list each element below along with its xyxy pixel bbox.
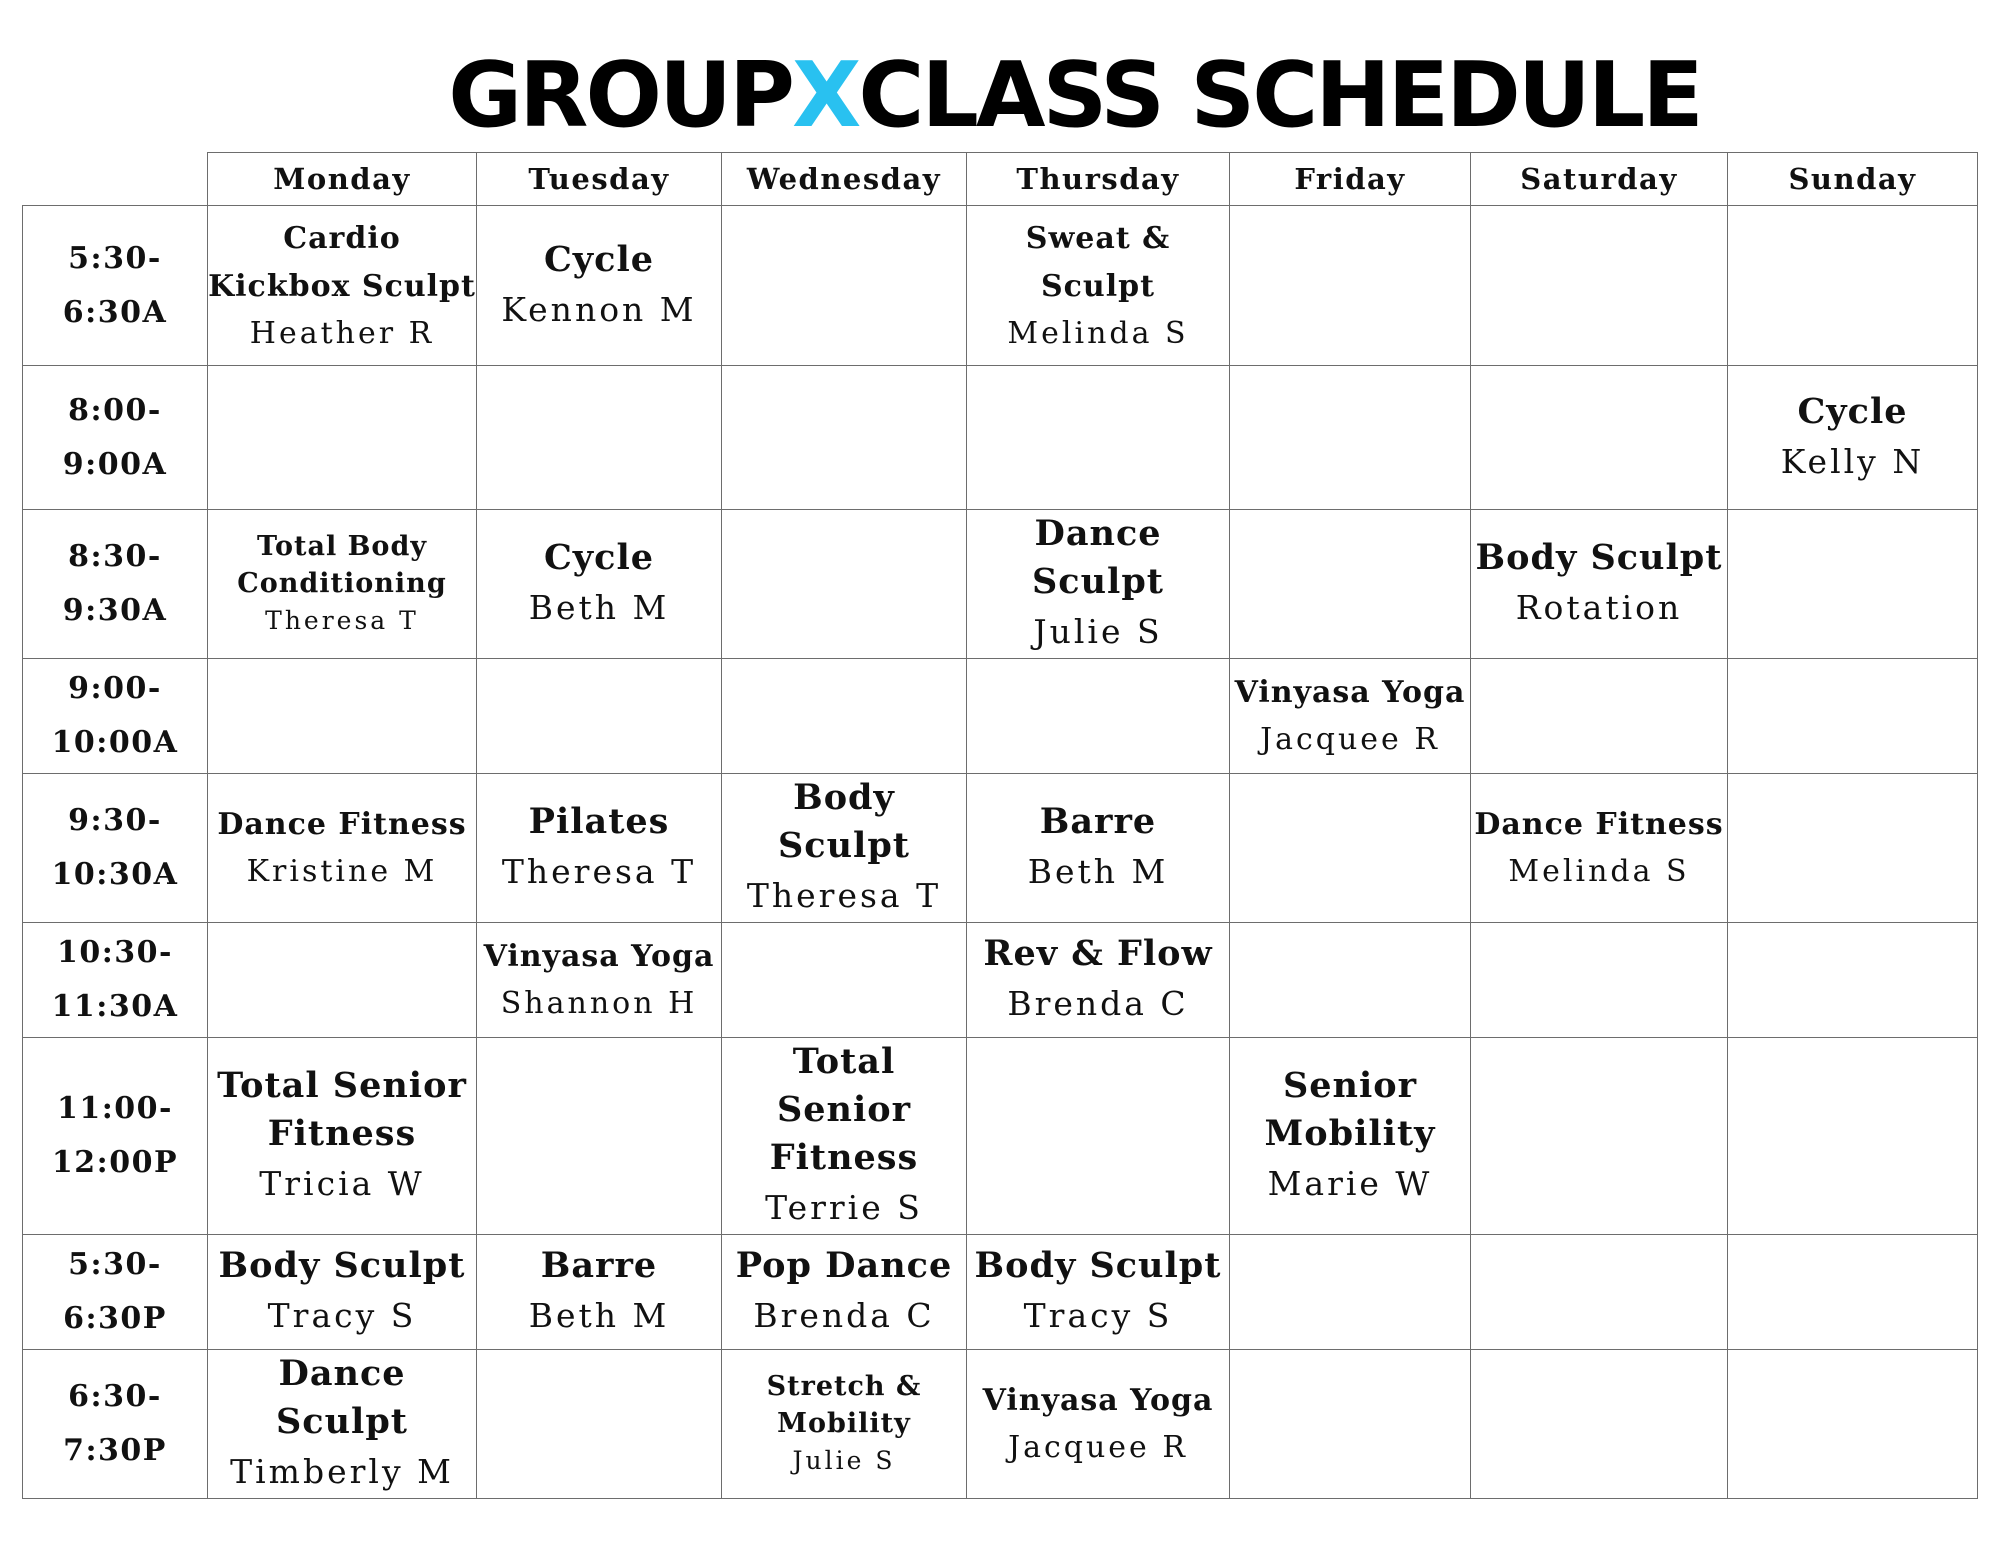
- empty-cell: [1471, 1038, 1728, 1235]
- instructor-name: Tracy S: [1023, 1296, 1173, 1335]
- class-cell: [477, 923, 722, 1038]
- class-name: Total Senior Fitness: [769, 1041, 919, 1178]
- instructor-name: Jacquee R: [1008, 1430, 1188, 1465]
- empty-cell: [1230, 1235, 1471, 1350]
- time-slot-line: 6:30-: [68, 1379, 162, 1414]
- class-cell: [1230, 659, 1471, 774]
- empty-cell: [1728, 1038, 1978, 1235]
- empty-cell: [1728, 923, 1978, 1038]
- schedule-row: [23, 659, 1978, 774]
- instructor-name: Theresa T: [501, 852, 697, 891]
- class-name: Dance Sculpt: [276, 1353, 408, 1442]
- instructor-name: Tricia W: [259, 1164, 425, 1203]
- time-slot: [23, 1350, 208, 1499]
- time-slot-line: 9:00-: [68, 671, 162, 706]
- class-name: Cycle: [543, 537, 655, 578]
- instructor-name: Julie S: [792, 1446, 896, 1475]
- empty-cell: [1728, 1235, 1978, 1350]
- class-cell: [477, 510, 722, 659]
- instructor-name: Beth M: [1027, 852, 1169, 891]
- instructor-name: Melinda S: [1508, 854, 1690, 889]
- empty-cell: [1230, 206, 1471, 366]
- empty-cell: [477, 1038, 722, 1235]
- time-slot-line: 6:30A: [62, 294, 168, 330]
- time-slot-line: 10:00A: [51, 725, 179, 760]
- instructor-name: Melinda S: [1007, 315, 1189, 351]
- class-cell: [1728, 366, 1978, 510]
- empty-cell: [967, 659, 1230, 774]
- instructor-name: Theresa T: [265, 606, 419, 635]
- class-cell: [967, 1235, 1230, 1350]
- class-cell: [722, 1235, 967, 1350]
- instructor-name: Beth M: [528, 588, 670, 627]
- empty-cell: [722, 206, 967, 366]
- empty-cell: [208, 366, 477, 510]
- empty-cell: [1728, 206, 1978, 366]
- day-header-saturday: Saturday: [1471, 153, 1728, 206]
- class-cell: [967, 774, 1230, 923]
- day-header-tuesday: Tuesday: [477, 153, 722, 206]
- class-name: Dance Fitness: [1474, 807, 1724, 842]
- schedule-row: [23, 1038, 1978, 1235]
- class-cell: [1230, 1038, 1471, 1235]
- instructor-name: Julie S: [1033, 612, 1163, 651]
- time-slot-line: 9:30A: [62, 593, 168, 628]
- empty-cell: [1471, 1350, 1728, 1499]
- time-slot-line: 9:00A: [62, 446, 168, 482]
- time-slot-line: 12:00P: [51, 1145, 179, 1180]
- empty-cell: [1728, 659, 1978, 774]
- empty-cell: [1230, 774, 1471, 923]
- class-cell: [967, 510, 1230, 659]
- empty-cell: [722, 659, 967, 774]
- class-cell: [1471, 774, 1728, 923]
- title-accent-x: X: [792, 42, 859, 148]
- empty-cell: [967, 1038, 1230, 1235]
- class-cell: [967, 1350, 1230, 1499]
- class-cell: [477, 206, 722, 366]
- instructor-name: Kennon M: [501, 289, 697, 329]
- empty-cell: [477, 659, 722, 774]
- empty-cell: [477, 1350, 722, 1499]
- instructor-name: Rotation: [1515, 588, 1683, 627]
- class-name: Barre: [540, 1245, 658, 1286]
- corner-cell: [23, 153, 208, 206]
- page-title: [0, 40, 1999, 150]
- class-name: Senior Mobility: [1264, 1065, 1436, 1154]
- empty-cell: [722, 510, 967, 659]
- schedule-row: [23, 510, 1978, 659]
- time-slot-line: 11:00-: [56, 1091, 174, 1126]
- instructor-name: Tracy S: [267, 1296, 417, 1335]
- time-slot-line: 11:30A: [51, 989, 179, 1024]
- time-slot-line: 7:30P: [63, 1433, 167, 1468]
- time-slot: [23, 774, 208, 923]
- day-header-row: [23, 153, 1978, 206]
- instructor-name: Timberly M: [230, 1452, 454, 1491]
- instructor-name: Kelly N: [1780, 441, 1925, 481]
- class-name: Total Body Conditioning: [237, 531, 447, 599]
- time-slot-line: 5:30-: [68, 1247, 162, 1282]
- empty-cell: [967, 366, 1230, 510]
- title-group: GROUP: [448, 42, 793, 148]
- time-slot-line: 8:30-: [68, 539, 162, 574]
- empty-cell: [1471, 366, 1728, 510]
- instructor-name: Brenda C: [753, 1296, 935, 1335]
- day-header-monday: Monday: [208, 153, 477, 206]
- day-header-friday: Friday: [1230, 153, 1471, 206]
- time-slot-line: 9:30-: [68, 803, 162, 838]
- class-cell: [1471, 510, 1728, 659]
- class-name: Stretch & Mobility: [766, 1371, 922, 1439]
- empty-cell: [1230, 366, 1471, 510]
- class-name: Body Sculpt: [974, 1245, 1222, 1286]
- instructor-name: Shannon H: [500, 986, 698, 1021]
- class-name: Pilates: [528, 801, 670, 842]
- class-cell: [208, 774, 477, 923]
- class-name: Total Senior Fitness: [217, 1065, 467, 1154]
- instructor-name: Theresa T: [746, 876, 942, 915]
- class-cell: [722, 1038, 967, 1235]
- time-slot: [23, 1038, 208, 1235]
- instructor-name: Heather R: [249, 315, 435, 351]
- class-cell: [967, 206, 1230, 366]
- time-slot: [23, 206, 208, 366]
- class-name: Cardio Kickbox Sculpt: [208, 220, 476, 304]
- schedule-row: [23, 206, 1978, 366]
- class-name: Dance Fitness: [217, 807, 467, 842]
- class-cell: [722, 1350, 967, 1499]
- class-name: Cycle: [1797, 390, 1908, 432]
- class-name: Rev & Flow: [983, 933, 1213, 974]
- class-name: Vinyasa Yoga: [982, 1383, 1214, 1418]
- day-header-wednesday: Wednesday: [722, 153, 967, 206]
- instructor-name: Marie W: [1267, 1164, 1433, 1203]
- empty-cell: [1471, 1235, 1728, 1350]
- empty-cell: [1728, 510, 1978, 659]
- time-slot-line: 6:30P: [63, 1301, 167, 1336]
- schedule-row: [23, 1235, 1978, 1350]
- class-cell: [208, 510, 477, 659]
- time-slot: [23, 659, 208, 774]
- class-name: Vinyasa Yoga: [1234, 675, 1466, 710]
- class-cell: [967, 923, 1230, 1038]
- empty-cell: [1471, 659, 1728, 774]
- class-cell: [208, 1350, 477, 1499]
- empty-cell: [1230, 510, 1471, 659]
- class-name: Cycle: [543, 238, 655, 280]
- class-name: Barre: [1039, 801, 1157, 842]
- time-slot-line: 10:30A: [51, 857, 179, 892]
- class-name: Dance Sculpt: [1032, 513, 1164, 602]
- empty-cell: [1728, 1350, 1978, 1499]
- day-header-sunday: Sunday: [1728, 153, 1978, 206]
- instructor-name: Beth M: [528, 1296, 670, 1335]
- class-cell: [722, 774, 967, 923]
- class-name: Body Sculpt: [218, 1245, 466, 1286]
- time-slot-line: 10:30-: [56, 935, 174, 970]
- empty-cell: [1471, 206, 1728, 366]
- class-cell: [477, 1235, 722, 1350]
- empty-cell: [1471, 923, 1728, 1038]
- time-slot: [23, 510, 208, 659]
- time-slot: [23, 366, 208, 510]
- empty-cell: [208, 659, 477, 774]
- day-header-thursday: Thursday: [967, 153, 1230, 206]
- empty-cell: [722, 366, 967, 510]
- instructor-name: Jacquee R: [1260, 722, 1440, 757]
- title-class-schedule: CLASS SCHEDULE: [858, 42, 1701, 148]
- instructor-name: Kristine M: [246, 854, 438, 889]
- class-cell: [208, 1235, 477, 1350]
- empty-cell: [1230, 923, 1471, 1038]
- time-slot-line: 8:00-: [68, 392, 162, 428]
- class-name: Pop Dance: [735, 1245, 953, 1286]
- schedule-table: [22, 152, 1978, 1499]
- time-slot: [23, 923, 208, 1038]
- instructor-name: Terrie S: [765, 1188, 923, 1227]
- empty-cell: [1728, 774, 1978, 923]
- class-name: Body Sculpt: [1475, 537, 1723, 578]
- time-slot-line: 5:30-: [68, 240, 162, 276]
- class-name: Body Sculpt: [778, 777, 910, 866]
- class-cell: [208, 1038, 477, 1235]
- class-cell: [208, 206, 477, 366]
- time-slot: [23, 1235, 208, 1350]
- class-name: Sweat & Sculpt: [1025, 220, 1171, 304]
- schedule-row: [23, 774, 1978, 923]
- empty-cell: [1230, 1350, 1471, 1499]
- schedule-row: [23, 1350, 1978, 1499]
- empty-cell: [722, 923, 967, 1038]
- instructor-name: Brenda C: [1007, 984, 1189, 1023]
- class-cell: [477, 774, 722, 923]
- class-name: Vinyasa Yoga: [483, 939, 715, 974]
- schedule-row: [23, 923, 1978, 1038]
- empty-cell: [477, 366, 722, 510]
- schedule-row: [23, 366, 1978, 510]
- empty-cell: [208, 923, 477, 1038]
